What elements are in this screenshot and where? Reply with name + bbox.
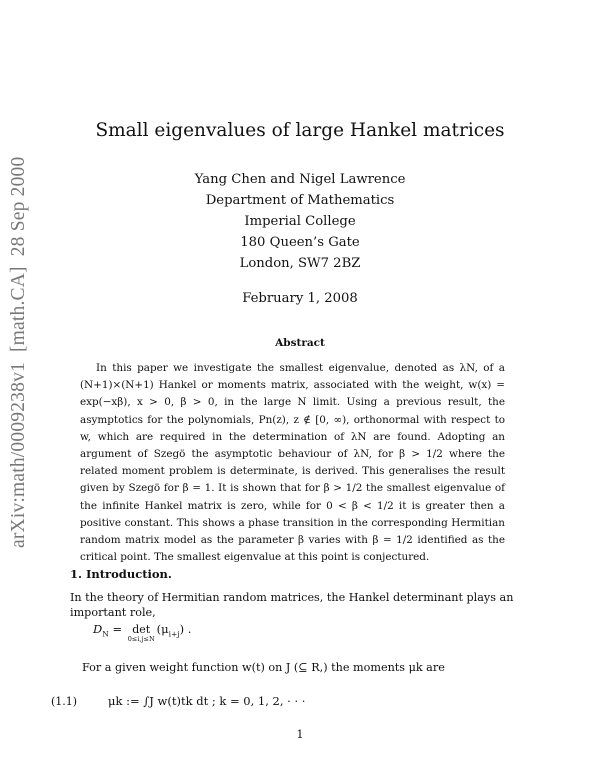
equation-number: (1.1) xyxy=(51,695,78,708)
intro-paragraph: In the theory of Hermitian random matrices, the Hankel determinant plays an important role, xyxy=(70,591,514,619)
formula-lhs: D xyxy=(93,622,103,636)
abstract-body: In this paper we investigate the smallest eigenvalue, denoted as λN, of a (N+1)×(N+1) Hankel or moments matrix, associated with the weight, w(x) = exp(−xβ), x > 0, β > 0, in the large N limit. Using a previous result, the asymptotics for the polynomials, Pn(z), z ∉ [0, ∞), orthonormal with respect to w, which are required in the determination of λN are found. Adopting an argument of Szegö the asymptotic behaviour of λN, for β > 1/2 where the related moment problem is determinate, is derived. This generalises the result given by Szegö for β = 1. It is shown that for β > 1/2 the smallest eigenvalue of the infinite Hankel matrix is zero, while for 0 < β < 1/2 it is greater then a positive constant. This shows a phase transition in the corresponding Hermitian random matrix model as the parameter β varies with β = 1/2 identified as the critical point. The smallest eigenvalue at this point is conjectured. xyxy=(80,362,505,564)
det-operator xyxy=(128,622,155,643)
formula-arg-sub: i+j xyxy=(168,629,180,639)
hankel-determinant-formula xyxy=(93,622,191,643)
moments-paragraph: For a given weight function w(t) on J (⊆ R,) the moments μk are xyxy=(82,661,445,674)
formula-lhs-sub: N xyxy=(102,629,109,639)
formula-eq: = xyxy=(108,622,126,636)
affiliation-street: 180 Queen’s Gate xyxy=(240,235,360,250)
affiliation-college: Imperial College xyxy=(244,214,356,229)
det-symbol: det xyxy=(132,623,151,636)
moments-formula: μk := ∫J w(t)tk dt ; k = 0, 1, 2, · · · xyxy=(108,694,306,708)
abstract-heading: Abstract xyxy=(275,337,325,349)
paper-date: February 1, 2008 xyxy=(242,291,358,306)
formula-arg: (μ xyxy=(156,622,169,636)
authors: Yang Chen and Nigel Lawrence xyxy=(194,172,406,187)
arxiv-category: [math.CA] xyxy=(8,266,29,353)
arxiv-id: arXiv:math/0009238v1 xyxy=(8,362,29,548)
arxiv-date: 28 Sep 2000 xyxy=(8,156,29,257)
affiliation-city: London, SW7 2BZ xyxy=(239,256,361,271)
affiliation-department: Department of Mathematics xyxy=(205,193,395,208)
page-number: 1 xyxy=(296,728,304,741)
paper-title: Small eigenvalues of large Hankel matrices xyxy=(95,120,505,141)
formula-tail: ) . xyxy=(179,622,192,636)
section-heading: 1. Introduction. xyxy=(70,567,172,581)
det-limits: 0≤i,j≤N xyxy=(127,635,155,643)
